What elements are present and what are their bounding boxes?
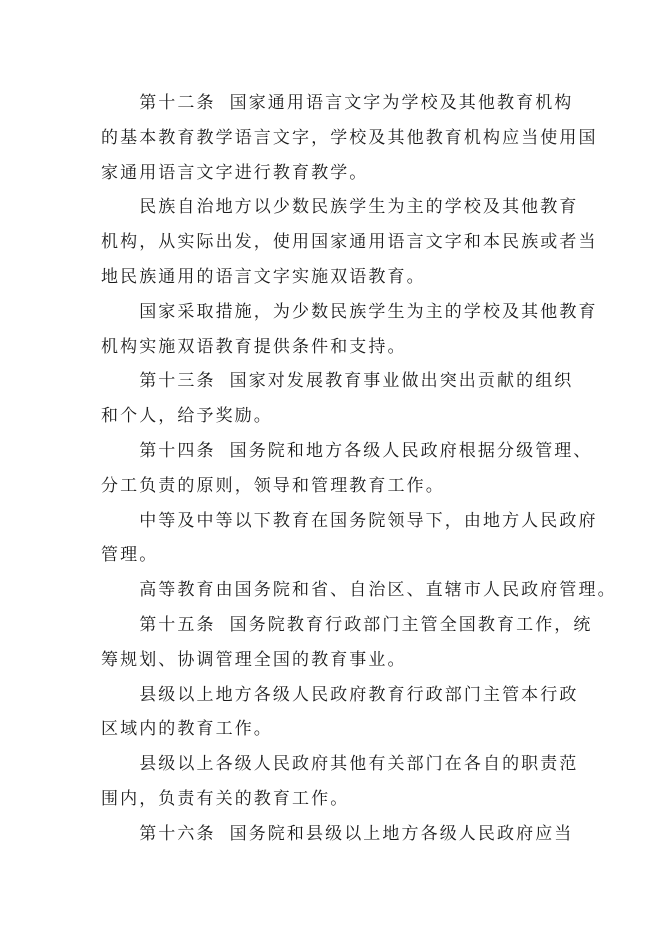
- text-line: 国家采取措施，为少数民族学生为主的学校及其他教育: [139, 301, 598, 322]
- line-text: 国务院和县级以上地方各级人民政府应当: [229, 823, 574, 844]
- article-12-paragraph: [101, 86, 598, 190]
- text-line: 中等及中等以下教育在国务院领导下，由地方人民政府: [139, 510, 598, 531]
- article-number: 第十三条: [139, 371, 216, 392]
- article-13-paragraph: [101, 364, 574, 434]
- text-line: 民族自治地方以少数民族学生为主的学校及其他教育: [139, 197, 579, 218]
- article-number: 第十四条: [139, 440, 216, 461]
- line-text: 国家对发展教育事业做出突出贡献的组织: [229, 371, 574, 392]
- secondary-education-paragraph: [101, 504, 598, 574]
- text-line: 围内，负责有关的教育工作。: [101, 788, 350, 809]
- text-line: [101, 817, 574, 852]
- text-line: [101, 608, 593, 643]
- text-line: 县级以上各级人民政府其他有关部门在各自的职责范: [139, 754, 579, 775]
- state-support-paragraph: [101, 295, 598, 365]
- text-line: 筹规划、协调管理全国的教育事业。: [101, 649, 407, 670]
- line-text: 国务院教育行政部门主管全国教育工作，统: [229, 614, 593, 635]
- county-education-dept-paragraph: [101, 678, 579, 748]
- article-16-paragraph: [101, 817, 574, 852]
- text-line: 管理。: [101, 545, 159, 566]
- text-line: 机构，从实际出发，使用国家通用语言文字和本民族或者当: [101, 232, 598, 253]
- text-line: 高等教育由国务院和省、自治区、直辖市人民政府管理。: [139, 580, 617, 601]
- text-line: 机构实施双语教育提供条件和支持。: [101, 336, 407, 357]
- article-14-paragraph: [101, 434, 593, 504]
- article-number: 第十二条: [139, 93, 216, 113]
- bilingual-education-paragraph: [101, 190, 598, 294]
- text-line: [101, 86, 574, 121]
- text-line: 分工负责的原则，领导和管理教育工作。: [101, 475, 445, 496]
- other-departments-paragraph: [101, 747, 579, 817]
- text-line: 区域内的教育工作。: [101, 719, 273, 740]
- text-line: [101, 434, 593, 469]
- text-line: 地民族通用的语言文字实施双语教育。: [101, 266, 426, 287]
- line-text: 国务院和地方各级人民政府根据分级管理、: [229, 440, 593, 461]
- text-line: 的基本教育教学语言文字，学校及其他教育机构应当使用国: [101, 127, 598, 148]
- line-text: 国家通用语言文字为学校及其他教育机构: [229, 93, 574, 113]
- article-15-paragraph: [101, 608, 593, 678]
- text-line: 和个人，给予奖励。: [101, 406, 273, 427]
- text-line: 县级以上地方各级人民政府教育行政部门主管本行政: [139, 684, 579, 705]
- article-number: 第十六条: [139, 823, 216, 844]
- article-number: 第十五条: [139, 614, 216, 635]
- higher-education-paragraph: [101, 573, 617, 608]
- document-page: [101, 86, 617, 852]
- text-line: [101, 364, 574, 399]
- text-line: 家通用语言文字进行教育教学。: [101, 162, 369, 183]
